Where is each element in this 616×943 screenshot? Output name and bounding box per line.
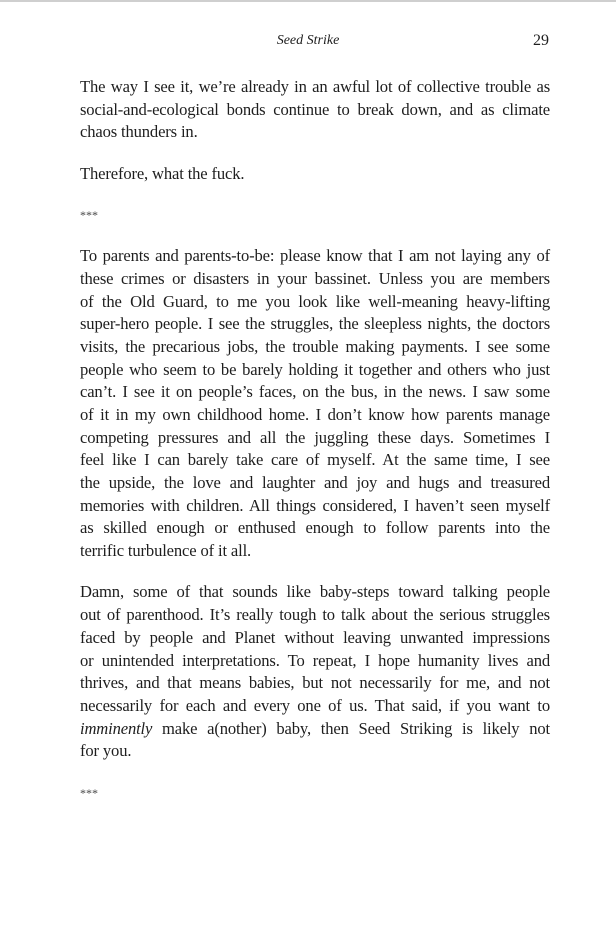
text-line bbox=[80, 718, 550, 741]
text-line: The way I see it, we’re already in an awful lot of collective trouble as bbox=[80, 77, 550, 96]
text-line: these crimes or disasters in your bassinet. Unless you are members bbox=[80, 268, 550, 288]
text-line: To parents and parents-to-be: please know that I am not laying any of bbox=[80, 246, 550, 266]
section-break bbox=[80, 782, 550, 805]
text-line: people who seem to be barely holding it together and others who just bbox=[80, 359, 550, 379]
text-line: *** bbox=[80, 785, 98, 800]
text-line: faced by people and Planet without leaving unwanted impressions bbox=[80, 627, 550, 647]
line-text: make a(nother) baby, then Seed Striking is likely not bbox=[152, 718, 550, 738]
text-line: memories with children. All things considered, I haven’t seen myself bbox=[80, 495, 550, 515]
text-line: of it in my own childhood home. I don’t know how parents manage bbox=[80, 405, 550, 425]
text-line: chaos thunders in. bbox=[80, 122, 198, 142]
text-line: can’t. I see it on people’s faces, on the bus, in the news. I saw some bbox=[80, 382, 550, 402]
paragraph bbox=[80, 581, 550, 763]
text-line: social-and-ecological bonds continue to break down, and as climate bbox=[80, 99, 550, 119]
text-line: *** bbox=[80, 207, 98, 222]
page-body bbox=[80, 76, 550, 823]
paragraph bbox=[80, 245, 550, 563]
text-line: or unintended interpretations. To repeat, I hope humanity lives and bbox=[80, 650, 550, 670]
text-line: necessarily for each and every one of us. That said, if you want to bbox=[80, 695, 550, 715]
text-line: Therefore, what the fuck. bbox=[80, 163, 245, 183]
text-line: Damn, some of that sounds like baby-steps toward talking people bbox=[80, 582, 550, 602]
text-line: terrific turbulence of it all. bbox=[80, 541, 252, 561]
paragraph bbox=[80, 76, 550, 144]
text-line: the upside, the love and laughter and joy and hugs and treasured bbox=[80, 473, 550, 493]
paragraph bbox=[80, 163, 550, 186]
text-line: as skilled enough or enthused enough to follow parents into the bbox=[80, 518, 550, 538]
emphasized-word: imminently bbox=[80, 718, 153, 738]
text-line: super-hero people. I see the struggles, the sleepless nights, the doctors bbox=[80, 314, 550, 334]
section-break bbox=[80, 204, 550, 227]
text-line: for you. bbox=[80, 741, 132, 761]
text-line: out of parenthood. It’s really tough to talk about the serious struggles bbox=[80, 605, 550, 625]
text-line: thrives, and that means babies, but not necessarily for me, and not bbox=[80, 673, 550, 693]
running-header-title: Seed Strike bbox=[276, 33, 340, 48]
text-line: of the Old Guard, to me you look like well-meaning heavy-lifting bbox=[80, 291, 550, 311]
text-line: competing pressures and all the juggling these days. Sometimes I bbox=[80, 427, 550, 447]
page-number: 29 bbox=[533, 32, 549, 49]
text-line: feel like I can barely take care of myself. At the same time, I see bbox=[80, 450, 550, 470]
text-line: visits, the precarious jobs, the trouble making payments. I see some bbox=[80, 336, 550, 356]
